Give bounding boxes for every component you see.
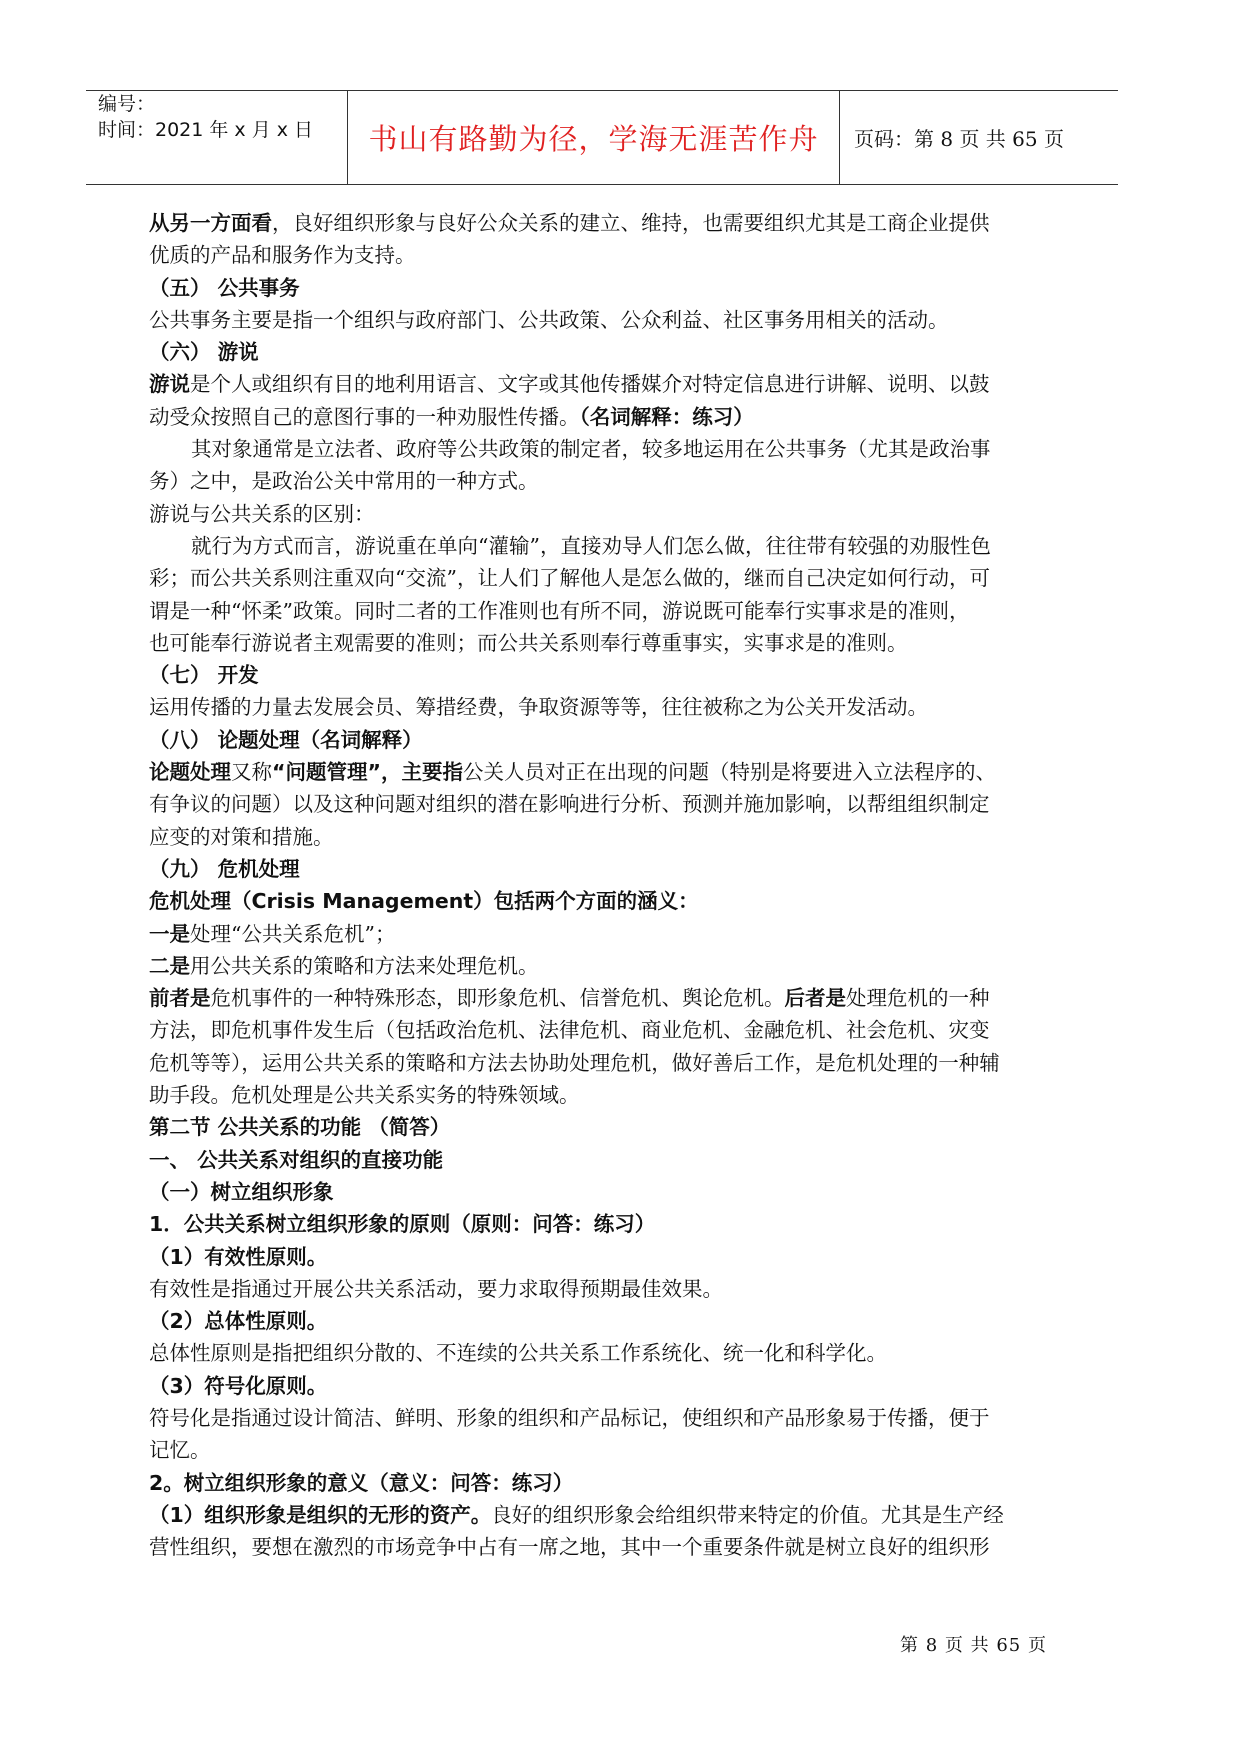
text-line — [149, 1144, 1065, 1176]
bold-run: 论题处理 — [149, 760, 231, 785]
text-line — [149, 627, 1065, 659]
text-line — [149, 1467, 1065, 1499]
text-line — [149, 691, 1065, 723]
text-run: 助手段。危机处理是公共关系实务的特殊领域。 — [149, 1083, 580, 1108]
text-line — [149, 1305, 1065, 1337]
text-line — [149, 853, 1065, 885]
bold-run: 第二节 公共关系的功能 （简答） — [149, 1115, 451, 1140]
page-info: 页码：第 8 页 共 65 页 — [854, 127, 1064, 151]
bold-run: （九） 危机处理 — [149, 856, 300, 881]
text-line — [149, 401, 1065, 433]
text-run: 符号化是指通过设计简洁、鲜明、形象的组织和产品标记，使组织和产品形象易于传播，便于 — [149, 1405, 990, 1430]
bold-run: （五） 公共事务 — [149, 275, 300, 300]
text-line — [149, 918, 1065, 950]
text-run: 彩；而公共关系则注重双向“交流”，让人们了解他人是怎么做的，继而自己决定如何行动，可 — [149, 566, 990, 591]
text-line — [149, 1079, 1065, 1111]
text-line — [149, 595, 1065, 627]
text-line — [149, 885, 1065, 917]
text-run: 有效性是指通过开展公共关系活动，要力求取得预期最佳效果。 — [149, 1276, 723, 1301]
text-line — [149, 1434, 1065, 1466]
text-line — [149, 724, 1065, 756]
text-run: 有争议的问题）以及这种问题对组织的潜在影响进行分析、预测并施加影响，以帮组组织制定 — [149, 792, 990, 817]
text-run: 总体性原则是指把组织分散的、不连续的公共关系工作系统化、统一化和科学化。 — [149, 1341, 887, 1366]
text-run: 动受众按照自己的意图行事的一种劝服性传播。 — [149, 404, 580, 429]
text-line — [149, 821, 1065, 853]
text-run: 用公共关系的策略和方法来处理危机。 — [190, 953, 539, 978]
motto: 书山有路勤为径，学海无涯苦作舟 — [368, 122, 819, 156]
bold-run: （一）树立组织形象 — [149, 1179, 334, 1204]
bold-run: （八） 论题处理（名词解释） — [149, 727, 423, 752]
text-run: 优质的产品和服务作为支持。 — [149, 243, 416, 268]
text-run: 公关人员对正在出现的问题（特别是将要进入立法程序的、 — [462, 760, 996, 785]
text-line — [149, 1499, 1065, 1531]
text-run: 营性组织，要想在激烈的市场竞争中占有一席之地，其中一个重要条件就是树立良好的组织形 — [149, 1535, 990, 1560]
text-line — [149, 1531, 1065, 1563]
text-line — [149, 1273, 1065, 1305]
text-line — [149, 1370, 1065, 1402]
text-run: 处理危机的一种 — [846, 986, 990, 1011]
text-line — [149, 788, 1065, 820]
text-run: 运用传播的力量去发展会员、筹措经费，争取资源等等，往往被称之为公关开发活动。 — [149, 695, 928, 720]
bold-run: （六） 游说 — [149, 340, 259, 365]
bold-run: 一、 公共关系对组织的直接功能 — [149, 1147, 444, 1172]
bold-run: 一是 — [149, 921, 190, 946]
text-line — [149, 756, 1065, 788]
text-run: 又称 — [231, 760, 272, 785]
text-line — [149, 950, 1065, 982]
text-line — [149, 1337, 1065, 1369]
bold-run: （七） 开发 — [149, 663, 259, 688]
text-line — [149, 239, 1065, 271]
bold-run: 后者是 — [784, 986, 846, 1011]
text-line — [149, 1047, 1065, 1079]
bold-run: 危机处理（Crisis Management）包括两个方面的涵义： — [149, 889, 699, 914]
text-run: 就行为方式而言，游说重在单向“灌输”，直接劝导人们怎么做，往往带有较强的劝服性色 — [191, 533, 991, 558]
bold-run: 2。树立组织形象的意义（意义：问答：练习） — [149, 1470, 574, 1495]
text-run: 务）之中，是政治公关中常用的一种方式。 — [149, 469, 539, 494]
header-meta — [86, 91, 348, 184]
bold-run: 前者是 — [149, 986, 211, 1011]
text-run: 公共事务主要是指一个组织与政府部门、公共政策、公众利益、社区事务用相关的活动。 — [149, 307, 949, 332]
bold-run: 1．公共关系树立组织形象的原则（原则：问答：练习） — [149, 1212, 656, 1237]
text-run: ，良好组织形象与良好公众关系的建立、维持，也需要组织尤其是工商企业提供 — [272, 211, 990, 235]
text-line — [149, 336, 1065, 368]
text-line — [149, 530, 1065, 562]
document-header — [86, 90, 1118, 185]
text-run: 处理“公共关系危机”； — [190, 921, 396, 946]
time-label: 时间：2021 年 x 月 x 日 — [98, 119, 314, 141]
bold-run: “问题管理”，主要指 — [272, 760, 463, 785]
text-line — [149, 982, 1065, 1014]
text-run: 方法，即危机事件发生后（包括政治危机、法律危机、商业危机、金融危机、社会危机、灾变 — [149, 1018, 990, 1043]
text-line — [149, 368, 1065, 400]
bold-run: （1）组织形象是组织的无形的资产。 — [149, 1502, 492, 1527]
body-text — [149, 207, 1065, 1563]
text-run: 应变的对策和措施。 — [149, 824, 334, 849]
bold-run: （3）符号化原则。 — [149, 1373, 328, 1398]
text-line — [149, 207, 1065, 239]
text-line — [149, 1014, 1065, 1046]
text-line — [149, 1208, 1065, 1240]
bold-run: 从另一方面看 — [149, 211, 272, 235]
text-run: 其对象通常是立法者、政府等公共政策的制定者，较多地运用在公共事务（尤其是政治事 — [191, 437, 991, 462]
text-line — [149, 304, 1065, 336]
header-motto-cell — [348, 91, 840, 184]
text-line — [149, 659, 1065, 691]
page-footer: 第 8 页 共 65 页 — [900, 1635, 1047, 1656]
text-line — [149, 562, 1065, 594]
text-line — [149, 272, 1065, 304]
text-line — [149, 498, 1065, 530]
text-run: 也可能奉行游说者主观需要的准则；而公共关系则奉行尊重事实，实事求是的准则。 — [149, 630, 908, 655]
text-run: 良好的组织形象会给组织带来特定的价值。尤其是生产经 — [491, 1502, 1004, 1527]
text-run: 记忆。 — [149, 1438, 211, 1463]
text-line — [149, 1111, 1065, 1143]
text-line — [149, 465, 1065, 497]
text-line — [149, 1176, 1065, 1208]
text-line — [149, 433, 1065, 465]
bold-run: 二是 — [149, 953, 190, 978]
text-run: 游说与公共关系的区别： — [149, 501, 375, 526]
text-run: 危机等等），运用公共关系的策略和方法去协助处理危机，做好善后工作，是危机处理的一种辅 — [149, 1050, 1000, 1075]
text-run: 危机事件的一种特殊形态，即形象危机、信誉危机、舆论危机。 — [210, 986, 785, 1011]
bold-run: （1）有效性原则。 — [149, 1244, 328, 1269]
text-run: 是个人或组织有目的地利用语言、文字或其他传播媒介对特定信息进行讲解、说明、以鼓 — [190, 372, 990, 397]
bold-run: （名词解释：练习） — [579, 404, 754, 429]
bold-run: 游说 — [149, 372, 190, 397]
text-line — [149, 1241, 1065, 1273]
bold-run: （2）总体性原则。 — [149, 1309, 328, 1334]
text-line — [149, 1402, 1065, 1434]
number-label: 编号： — [98, 93, 156, 115]
header-page-cell — [840, 91, 1118, 184]
text-run: 谓是一种“怀柔”政策。同时二者的工作准则也有所不同，游说既可能奉行实事求是的准则， — [149, 598, 970, 623]
